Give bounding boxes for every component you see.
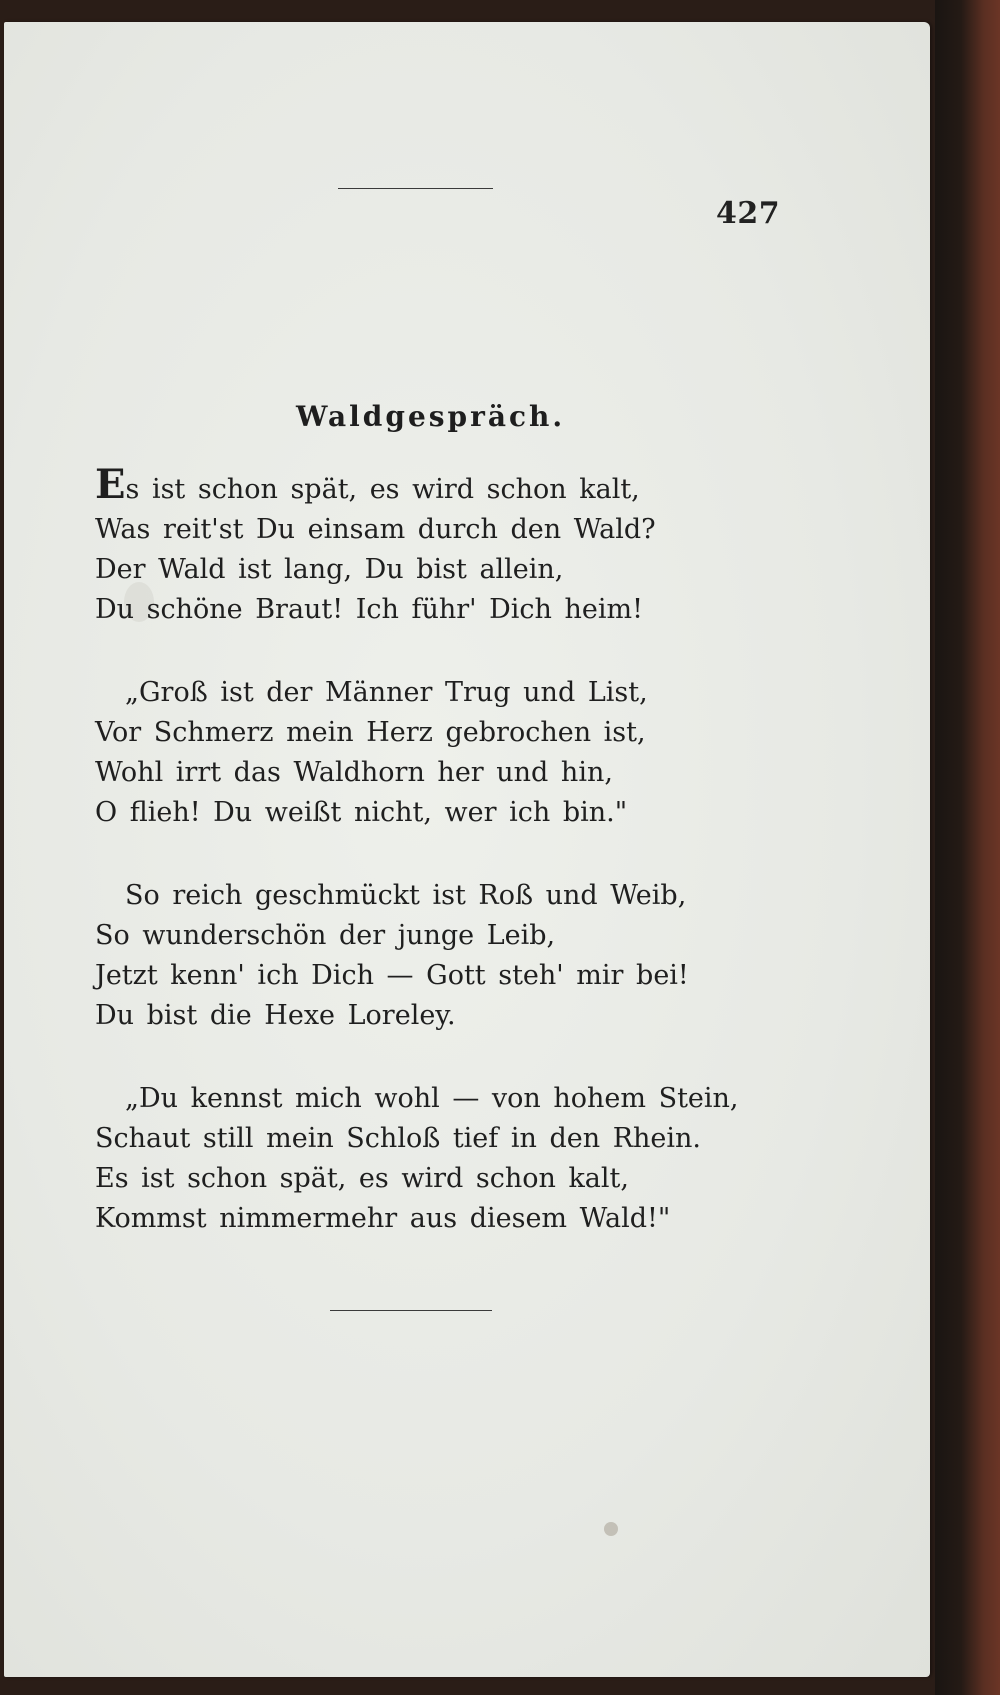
poem-line: Vor Schmerz mein Herz gebrochen ist,: [95, 717, 646, 748]
stanza-3: [95, 876, 855, 1036]
poem-line: „Du kennst mich wohl — von hohem Stein,: [125, 1083, 739, 1114]
drop-cap: E: [95, 461, 126, 508]
poem-line: So wunderschön der junge Leib,: [95, 920, 556, 951]
poem-line: Kommst nimmermehr aus diesem Wald!": [95, 1203, 671, 1234]
top-rule: [338, 188, 493, 189]
poem-line: Du schöne Braut! Ich führ' Dich heim!: [95, 594, 643, 625]
page-number: 427: [716, 196, 781, 231]
poem-line: O flieh! Du weißt nicht, wer ich bin.": [95, 797, 628, 828]
poem-line: [95, 461, 855, 510]
poem-line: „Groß ist der Männer Trug und List,: [125, 677, 648, 708]
poem-line: Wohl irrt das Waldhorn her und hin,: [95, 757, 613, 788]
poem-line: Was reit'st Du einsam durch den Wald?: [95, 514, 656, 545]
poem-line: Der Wald ist lang, Du bist allein,: [95, 554, 564, 585]
stanza-2: [95, 673, 855, 833]
poem-title: Waldgespräch.: [296, 400, 566, 433]
poem-body: [95, 461, 855, 1282]
poem-line: Schaut still mein Schloß tief in den Rhein.: [95, 1123, 702, 1154]
book-cover-edge: [935, 0, 1000, 1695]
line-text: s ist schon spät, es wird schon kalt,: [125, 474, 640, 505]
poem-line: So reich geschmückt ist Roß und Weib,: [125, 880, 687, 911]
poem-line: Es ist schon spät, es wird schon kalt,: [95, 1163, 629, 1194]
bottom-rule: [330, 1310, 492, 1311]
paper-spot: [604, 1522, 618, 1536]
stanza-4: [95, 1079, 855, 1239]
poem-line: Jetzt kenn' ich Dich — Gott steh' mir bei!: [95, 960, 689, 991]
poem-line: Du bist die Hexe Loreley.: [95, 1000, 456, 1031]
stanza-1: [95, 461, 855, 630]
